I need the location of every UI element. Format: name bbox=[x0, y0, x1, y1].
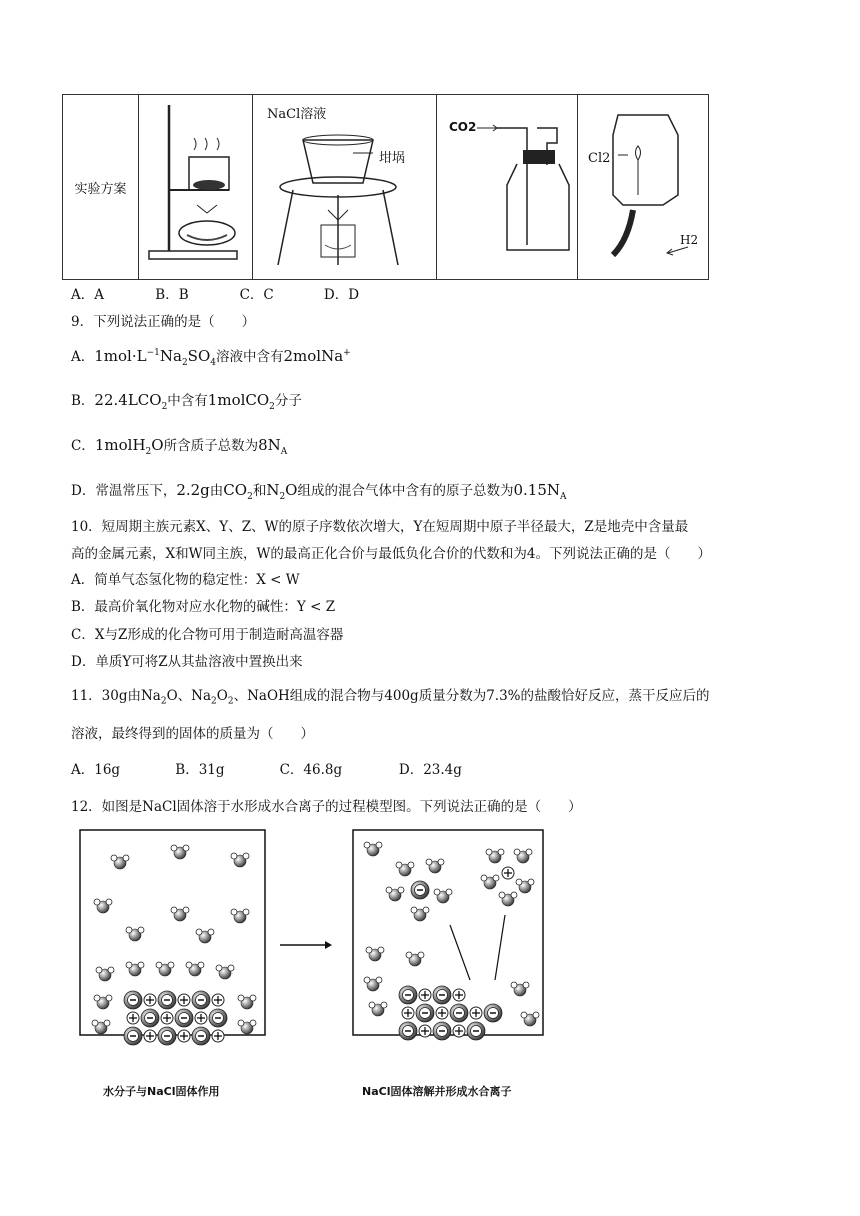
q10-option-d[interactable]: D．单质Y可将Z从其盐溶液中置换出来 bbox=[71, 654, 303, 670]
q11-stem-line1: 11．30g由$Na_2O$、$Na_2O_2$、NaOH组成的混合物与400g质量分数为7.3%的盐酸恰好反应，蒸干反应后的 bbox=[71, 688, 710, 707]
q12-stem: 12．如图是NaCl固体溶于水形成水合离子的过程模型图。下列说法正确的是（ ） bbox=[71, 799, 582, 815]
q10-option-c[interactable]: C．X与Z形成的化合物可用于制造耐高温容器 bbox=[71, 627, 344, 643]
q11-options bbox=[71, 758, 499, 778]
h2-label: H2 bbox=[680, 233, 699, 247]
caption-right: NaCl固体溶解并形成水合离子 bbox=[362, 1085, 512, 1098]
nacl-dissolution-figure bbox=[75, 825, 565, 1075]
apparatus-b bbox=[253, 95, 437, 280]
q10-option-b[interactable]: B．最高价氧化物对应水化物的碱性：Y < Z bbox=[71, 599, 336, 615]
option-a[interactable]: A．16g bbox=[71, 762, 121, 778]
q9-option-d[interactable]: D．常温常压下，2.2g由$CO_2$和$N_2O$组成的混合气体中含有的原子总数为$0.15N_A$ bbox=[71, 481, 567, 502]
apparatus-c bbox=[437, 95, 578, 280]
option-d[interactable]: D．23.4g bbox=[398, 762, 462, 778]
option-d[interactable]: D．D bbox=[323, 287, 360, 303]
apparatus-d bbox=[578, 95, 709, 280]
row-label: 实验方案 bbox=[63, 95, 139, 280]
cl2-label: Cl2 bbox=[588, 151, 611, 166]
option-b[interactable]: B．31g bbox=[175, 762, 225, 778]
q9-stem: 9．下列说法正确的是（ ） bbox=[71, 314, 256, 330]
nacl-solution-label: NaCl溶液 bbox=[267, 107, 327, 122]
q11-stem-line2: 溶液，最终得到的固体的质量为（ ） bbox=[71, 726, 314, 742]
q9-option-a[interactable]: A．$1mol\cdot L^{-1}Na_2SO_4$溶液中含有2molNa+ bbox=[71, 347, 351, 368]
experiment-table bbox=[62, 94, 709, 280]
option-a[interactable]: A．A bbox=[71, 287, 104, 303]
q10-stem-line1: 10．短周期主族元素X、Y、Z、W的原子序数依次增大，Y在短周期中原子半径最大，Z是地壳中含量最 bbox=[71, 519, 689, 535]
option-c[interactable]: C．46.8g bbox=[279, 762, 343, 778]
option-b[interactable]: B．B bbox=[155, 287, 189, 303]
lattice-right bbox=[399, 986, 502, 1040]
caption-left: 水分子与NaCl固体作用 bbox=[103, 1085, 220, 1098]
q9-option-c[interactable]: C．1molH$_2$O所含质子总数为$8N_A$ bbox=[71, 436, 288, 457]
co2-label: CO2 bbox=[449, 120, 477, 134]
option-c[interactable]: C．C bbox=[239, 287, 274, 303]
q10-option-a[interactable]: A．简单气态氢化物的稳定性：X < W bbox=[71, 572, 300, 588]
q8-options bbox=[71, 283, 404, 303]
apparatus-a bbox=[139, 95, 253, 280]
q9-option-b[interactable]: B．$22.4LCO_2$中含有1molCO$_2$分子 bbox=[71, 391, 302, 412]
lattice-left bbox=[124, 991, 227, 1045]
q10-stem-line2: 高的金属元素，X和W同主族，W的最高正化合价与最低负化合价的代数和为4。下列说法正确的是（ ） bbox=[71, 546, 711, 562]
crucible-label: 坩埚 bbox=[379, 151, 406, 166]
